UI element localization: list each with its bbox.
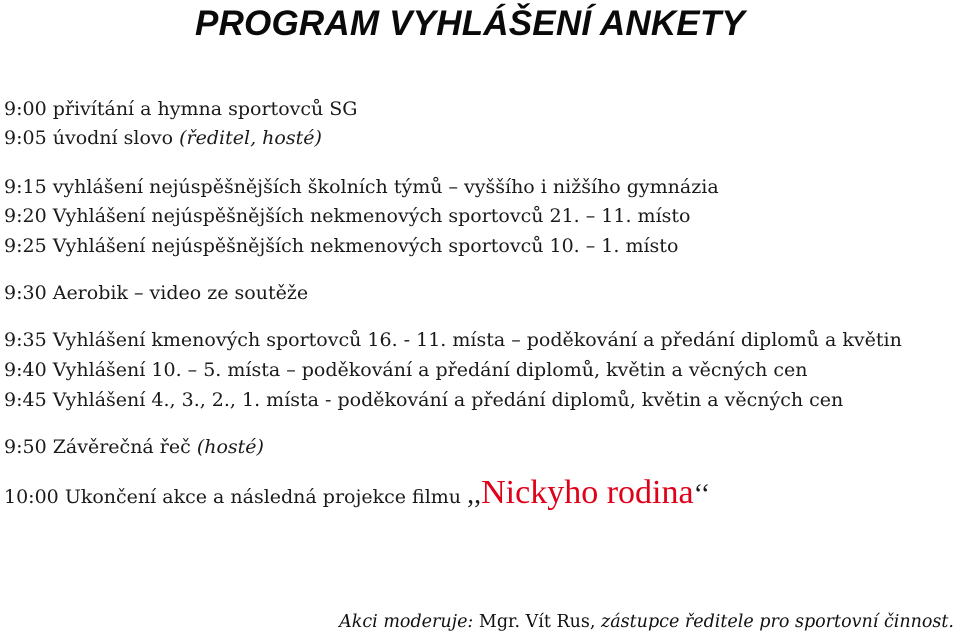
program-time: 10:00 [4,486,59,508]
program-time: 9:20 [4,205,47,227]
program-text: přivítání a hymna sportovců SG [52,98,358,120]
program-item [4,474,710,512]
program-item [4,282,308,304]
program-text: Vyhlášení 10. – 5. místa – poděkování a předání diplomů, květin a věcných cen [52,359,808,381]
program-note: (hosté) [196,436,264,458]
program-item [4,235,678,257]
program-note: (ředitel, hosté) [179,127,322,149]
moderator-name: Mgr. Vít Rus, [478,612,596,632]
program-text: Vyhlášení nejúspěšnějších nekmenových sportovců 10. – 1. místo [52,235,679,257]
program-text: Ukončení akce a následná projekce filmu [64,486,462,508]
moderator-label: Akci moderuje: [339,612,474,632]
program-item [4,329,902,351]
page-title: PROGRAM VYHLÁŠENÍ ANKETY [195,4,745,43]
program-time: 9:25 [4,235,47,257]
program-item [4,176,719,198]
program-item [4,127,322,149]
program-item [4,205,690,227]
film-title: Nickyho rodina [481,474,694,511]
program-text: vyhlášení nejúspěšnějších školních týmů – vyššího i nižšího gymnázia [52,176,719,198]
program-item [4,98,357,120]
program-text: Závěrečná řeč [52,436,191,458]
program-time: 9:30 [4,282,47,304]
program-time: 9:35 [4,329,47,351]
program-time: 9:05 [4,127,47,149]
program-item [4,436,264,458]
program-text: Vyhlášení nejúspěšnějších nekmenových sportovců 21. – 11. místo [52,205,691,227]
program-item [4,359,808,381]
program-time: 9:00 [4,98,47,120]
program-time: 9:50 [4,436,47,458]
program-text: úvodní slovo [52,127,174,149]
program-time: 9:40 [4,359,47,381]
moderator-role: zástupce ředitele pro sportovní činnost. [601,612,954,632]
moderator-footer [339,612,954,632]
program-time: 9:45 [4,389,47,411]
program-time: 9:15 [4,176,47,198]
quote-close: ‘‘ [693,479,711,510]
quote-open: ,, [467,479,482,510]
program-item [4,389,843,411]
program-text: Vyhlášení 4., 3., 2., 1. místa - poděkování a předání diplomů, květin a věcných cen [52,389,844,411]
program-text: Aerobik – video ze soutěže [52,282,309,304]
program-text: Vyhlášení kmenových sportovců 16. - 11. místa – poděkování a předání diplomů a květin [52,329,902,351]
